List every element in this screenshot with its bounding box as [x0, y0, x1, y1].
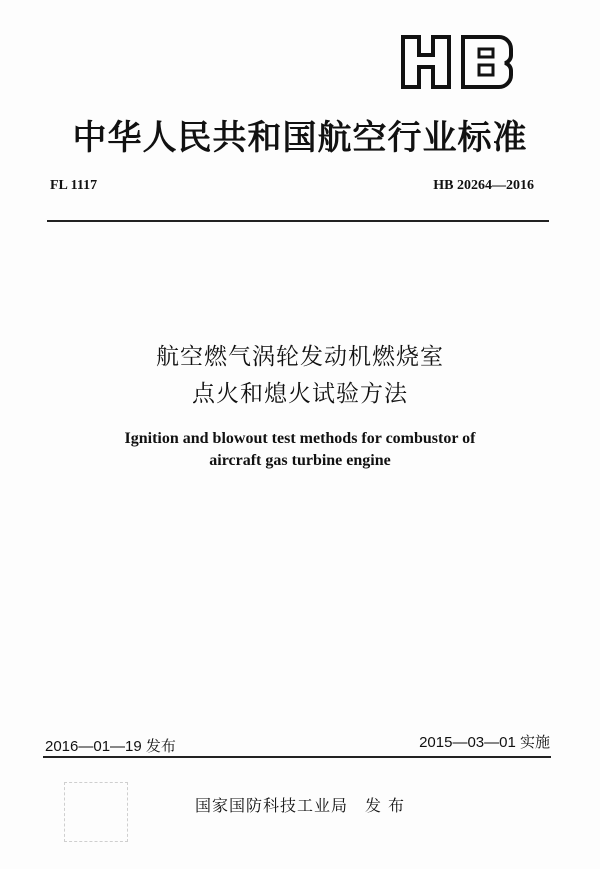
chinese-title-line-2: 点火和熄火试验方法 — [192, 381, 408, 407]
standard-title: 中华人民共和国航空行业标准 — [72, 118, 528, 158]
standard-number: HB 20264—2016 — [433, 178, 534, 193]
english-title-line-1: Ignition and blowout test methods for combustor of — [124, 430, 476, 447]
issue-date: 2016—01—19 发布 — [45, 738, 176, 755]
hb-logo-graphic — [399, 33, 517, 91]
top-divider — [47, 220, 549, 222]
chinese-title-line-1: 航空燃气涡轮发动机燃烧室 — [156, 344, 444, 370]
issuing-authority: 国家国防科技工业局 发 布 — [194, 796, 406, 815]
hb-logo — [399, 33, 517, 91]
bottom-divider — [43, 756, 551, 758]
classification-code: FL 1117 — [50, 178, 98, 193]
english-title-line-2: aircraft gas turbine engine — [209, 452, 391, 469]
effective-date: 2015—03—01 实施 — [419, 734, 550, 751]
